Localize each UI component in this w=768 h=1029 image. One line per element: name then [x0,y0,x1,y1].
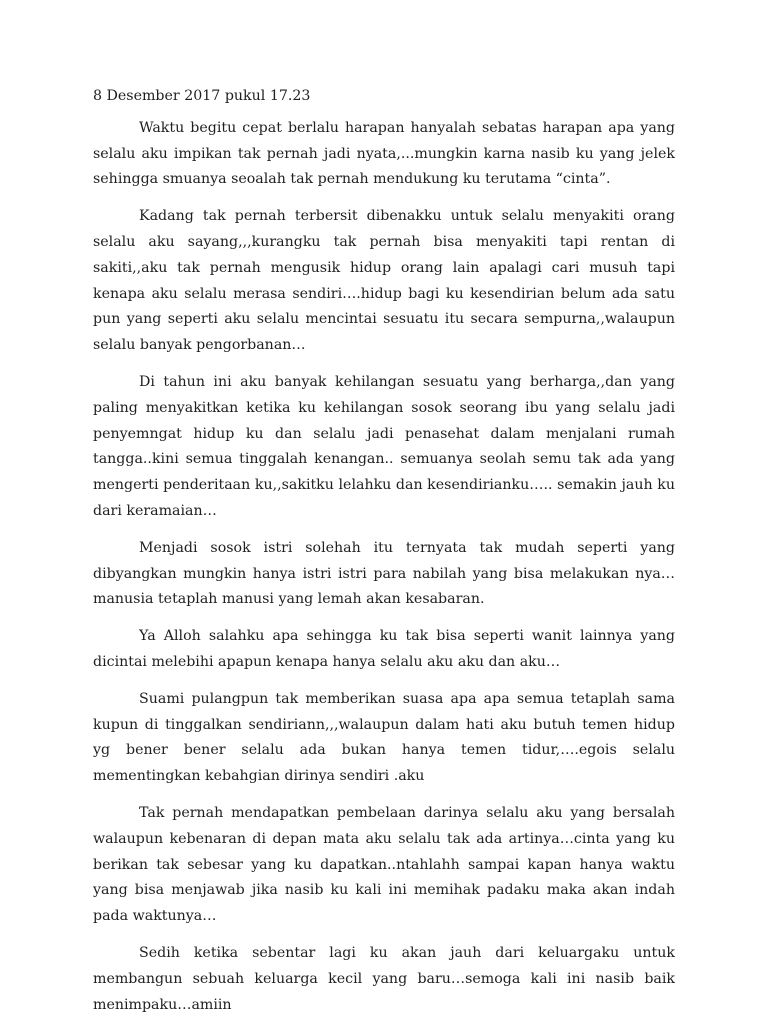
paragraph-8: Sedih ketika sebentar lagi ku akan jauh dari keluargaku untuk membangun sebuah keluarga kecil yang baru…semoga kali ini nasib baik menimpaku…amiin [93,944,675,1013]
paragraph-2: Kadang tak pernah terbersit dibenakku untuk selalu menyakiti orang selalu aku sayang,,,kurangku tak pernah bisa menyakiti tapi rentan di sakiti,,aku tak pernah mengusik hidup orang lain apalagi cari musuh tapi kenapa aku selalu merasa sendiri….hidup bagi ku kesendirian belum ada satu pun yang seperti aku selalu mencintai sesuatu itu secara sempurna,,walaupun selalu banyak pengorbanan… [93,208,675,354]
document-date: 8 Desember 2017 pukul 17.23 [93,88,311,104]
paragraph-7: Tak pernah mendapatkan pembelaan darinya selalu aku yang bersalah walaupun kebenaran di depan mata aku selalu tak ada artinya…cinta yang ku berikan tak sebesar yang ku dapatkan..ntahlahh sampai kapan hanya waktu yang bisa menjawab jika nasib ku kali ini memihak padaku maka akan indah pada waktunya… [93,804,675,925]
paragraph-4: Menjadi sosok istri solehah itu ternyata tak mudah seperti yang dibyangkan mungkin hanya istri istri para nabilah yang bisa melakukan nya…manusia tetaplah manusi yang lemah akan kesabaran. [93,539,675,608]
document-page [93,84,675,1029]
paragraph-5: Ya Alloh salahku apa sehingga ku tak bisa seperti wanit lainnya yang dicintai melebihi apapun kenapa hanya selalu aku aku dan aku… [93,628,675,670]
paragraph-3: Di tahun ini aku banyak kehilangan sesuatu yang berharga,,dan yang paling menyakitkan ketika ku kehilangan sosok seorang ibu yang selalu jadi penyemngat hidup ku dan selalu jadi penasehat dalam menjalani rumah tangga..kini semua tinggalah kenangan.. semuanya seolah semu tak ada yang mengerti penderitaan ku,,sakitku lelahku dan kesendirianku….. semakin jauh ku dari keramaian… [93,373,675,519]
paragraph-1: Waktu begitu cepat berlalu harapan hanyalah sebatas harapan apa yang selalu aku impikan tak pernah jadi nyata,...mungkin karna nasib ku yang jelek sehingga smuanya seoalah tak pernah mendukung ku terutama “cinta”. [93,119,675,188]
paragraph-6: Suami pulangpun tak memberikan suasa apa apa semua tetaplah sama kupun di tinggalkan sendiriann,,,walaupun dalam hati aku butuh temen hidup yg bener bener selalu ada bukan hanya temen tidur,….egois selalu mementingkan kebahgian dirinya sendiri .aku [93,690,675,785]
